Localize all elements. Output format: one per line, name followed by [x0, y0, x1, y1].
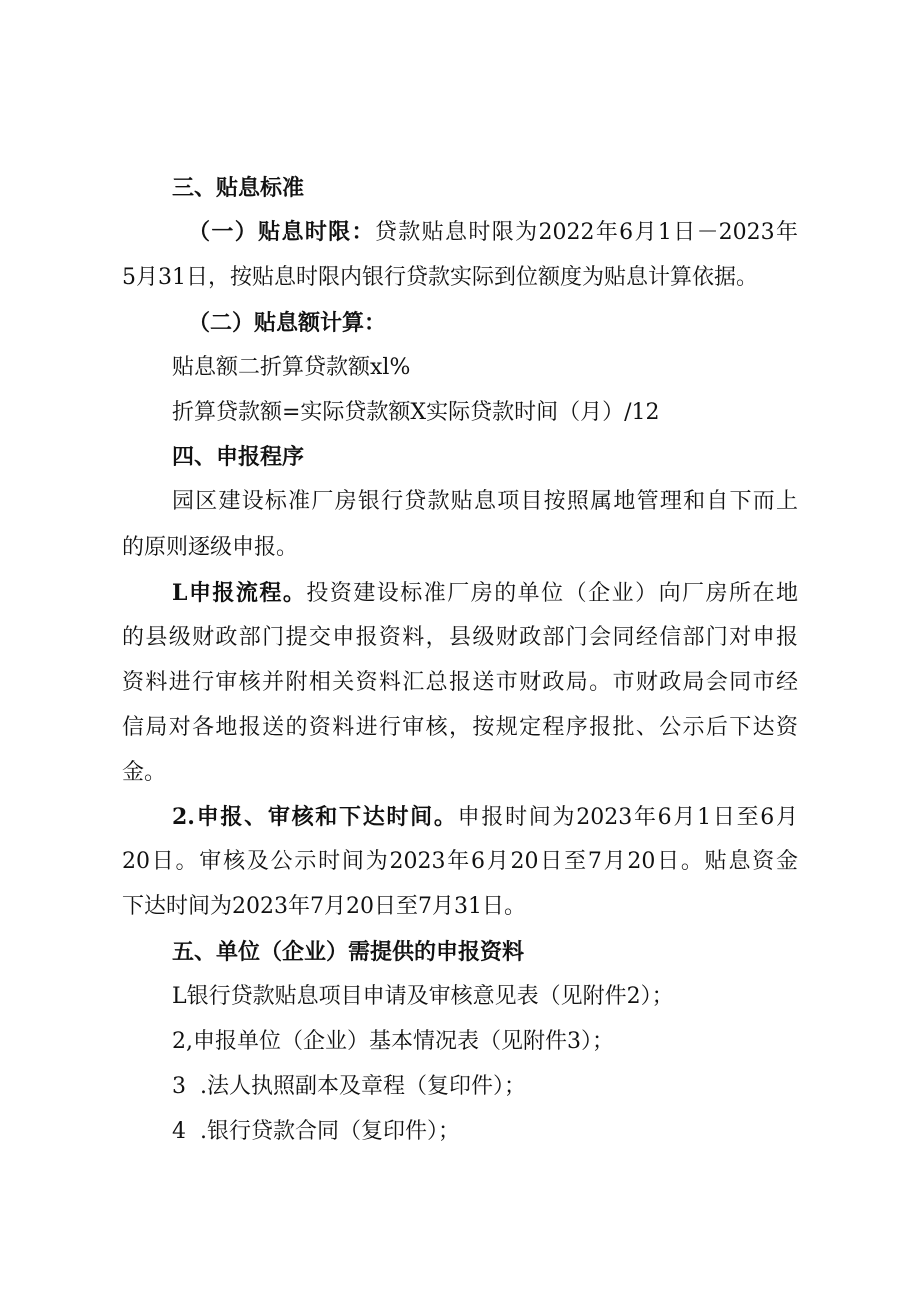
- formula-converted-loan: 折算贷款额=实际贷款额X实际贷款时间（月）/12: [172, 400, 660, 425]
- section5-list-item: L银行贷款贴息项目申请及审核意见表（见附件2）；: [172, 984, 674, 1009]
- section3-sub1-text: 贷款贴息时限为2022年6月1日－2023年: [374, 220, 798, 245]
- section4-intro-line2: 的原则逐级申报。: [122, 535, 299, 560]
- section3-heading: 三、贴息标准: [172, 175, 305, 201]
- section5-heading: 五、单位（企业）需提供的申报资料: [172, 939, 525, 965]
- section4-item1-line5: 金。: [122, 760, 167, 785]
- section5-list-item: 4 .银行贷款合同（复印件）；: [172, 1119, 460, 1144]
- section4-item1-line3: 资料进行审核并附相关资料汇总报送市财政局。市财政局会同市经: [122, 670, 798, 695]
- section4-item1-line2: 的县级财政部门提交申报资料，县级财政部门会同经信部门对申报: [122, 625, 798, 650]
- section4-item2-line1: [172, 801, 798, 834]
- section4-item1-line1: [172, 577, 798, 610]
- section3-sub1-label: （一）贴息时限：: [188, 219, 375, 245]
- section4-item1-label: L申报流程。: [172, 580, 307, 606]
- section4-item1-text: 投资建设标准厂房的单位（企业）向厂房所在地: [306, 581, 798, 606]
- section5-list-item: 3 .法人执照副本及章程（复印件）；: [172, 1074, 526, 1099]
- section4-item1-line4: 信局对各地报送的资料进行审核，按规定程序报批、公示后下达资: [122, 715, 798, 740]
- section3-sub1-line2: 5月31日，按贴息时限内银行贷款实际到位额度为贴息计算依据。: [122, 265, 758, 290]
- section3-sub2-label: （二）贴息额计算：: [188, 310, 387, 336]
- section4-item2-line3: 下达时间为2023年7月20日至7月31日。: [122, 894, 526, 919]
- section4-item2-label: 2.申报、审核和下达时间。: [172, 804, 458, 830]
- section4-item2-text: 申报时间为2023年6月1日至6月: [457, 805, 799, 830]
- section4-intro-line1: 园区建设标准厂房银行贷款贴息项目按照属地管理和自下而上: [172, 489, 798, 514]
- section4-item2-line2: 20日。审核及公示时间为2023年6月20日至7月20日。贴息资金: [122, 849, 798, 874]
- formula-interest: 贴息额二折算贷款额xl%: [172, 355, 411, 380]
- section4-heading: 四、申报程序: [172, 444, 305, 470]
- section5-list-item: 2,申报单位（企业）基本情况表（见附件3）；: [172, 1029, 614, 1054]
- section3-sub1-line1: [188, 216, 798, 249]
